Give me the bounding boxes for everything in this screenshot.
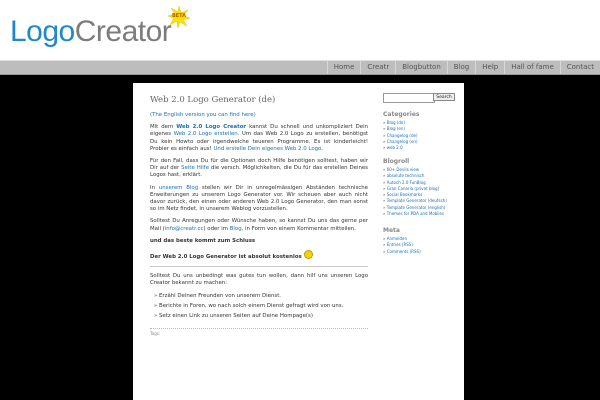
list-item: » Erzähl Deinen Freunden von unserem Dienst. bbox=[154, 293, 368, 300]
paragraph-blog bbox=[150, 185, 368, 214]
post-title[interactable]: Web 2.0 Logo Generator (de) bbox=[150, 95, 276, 105]
text: stellen wir Dir in unregelmässigen Abständen technische Erweiterungen zu unserem Logo Generator vor. Wir scheuen aber auch nicht davor zurück, den einen oder anderen Web 2.0 Logo Generator, den man sonst so im Netz findet, in unserem Weblog vorzustellen. bbox=[150, 184, 368, 213]
blogroll-list bbox=[383, 167, 459, 217]
logo[interactable] bbox=[10, 14, 171, 50]
text: Solltest Du Anregungen oder Wünsche haben, so kannst Du uns das gerne per Mail ( bbox=[150, 218, 368, 232]
unserem-blog-link[interactable]: unserem Blog bbox=[158, 184, 199, 191]
smiley-icon bbox=[304, 250, 313, 259]
meta-item[interactable]: » Entries (RSS) bbox=[383, 242, 459, 248]
nav-contact[interactable]: Contact bbox=[560, 61, 600, 74]
blogroll-item[interactable]: » Themes for PDA and Mobiles bbox=[383, 211, 459, 217]
blogroll-heading: Blogroll bbox=[383, 158, 410, 165]
blogroll-section bbox=[383, 158, 459, 217]
text: kannst Du schnell und unkompliziert Dein eigenes bbox=[150, 124, 368, 138]
meta-heading: Meta bbox=[383, 227, 400, 234]
text: die versch. Möglichkeiten, die Du für das erstellen Deines Logos hast, erklärt. bbox=[150, 165, 368, 179]
english-version-link[interactable]: (The English version you can find here) bbox=[150, 112, 256, 118]
main-content bbox=[150, 95, 368, 337]
search-input[interactable] bbox=[383, 93, 435, 103]
meta-item[interactable]: » Comments (RSS) bbox=[383, 249, 459, 255]
nav-blogbutton[interactable]: Blogbutton bbox=[395, 61, 447, 74]
text: . Um das Web 2.0 Logo zu erstellen, benötigst Du kein Howto oder irgendwelche teueren Programme. Es ist kinderleicht! Probier es einfach aus! bbox=[150, 131, 368, 152]
beta-label: BETA bbox=[171, 13, 187, 19]
email-link[interactable]: info@creatr.cc bbox=[164, 225, 204, 232]
list-item: » Berichte in Foren, wo nach solch einem Dienst gefragt wird von uns. bbox=[154, 303, 368, 310]
free-text: Der Web 2.0 Logo Generator ist absolut kostenlos bbox=[150, 254, 302, 261]
nav-blog[interactable]: Blog bbox=[447, 61, 475, 74]
blogroll-item[interactable]: » Autoch 2.0 FunBlog bbox=[383, 180, 459, 186]
nav-hall-of-fame[interactable]: Hall of fame bbox=[504, 61, 560, 74]
paragraph-help bbox=[150, 158, 368, 180]
meta-section bbox=[383, 227, 459, 255]
category-item[interactable]: » Changelog (de) bbox=[383, 133, 459, 139]
logo-part-1: Logo bbox=[10, 15, 75, 48]
meta-list bbox=[383, 236, 459, 255]
text: . bbox=[321, 145, 323, 152]
logo-part-2: Creator bbox=[74, 15, 172, 48]
support-list bbox=[154, 293, 368, 321]
paragraph-support: Solltest Du uns unbedingt was gutes tun wollen, dann hilf uns unseren Logo Creator bekannt zu machen: bbox=[150, 273, 368, 287]
category-item[interactable]: » Blog (de) bbox=[383, 120, 459, 126]
text: , in Form von einem Kommentar mitteilen. bbox=[241, 225, 356, 232]
tags-line: Tags: bbox=[150, 328, 368, 337]
blogroll-item[interactable]: » 60+ Devils view bbox=[383, 167, 459, 173]
beta-badge bbox=[168, 6, 190, 28]
text: Für den Fall, dass Du für die Optionen doch Hilfe benötigen solltest, haben wir Dir auf der bbox=[150, 158, 368, 172]
blogroll-item[interactable]: » Gran Canaria (privat blog) bbox=[383, 186, 459, 192]
categories-section bbox=[383, 111, 459, 151]
best-comes-last: und das beste kommt zum Schluss bbox=[150, 237, 256, 244]
category-item[interactable]: » web 2.0 bbox=[383, 145, 459, 151]
navbar bbox=[0, 60, 600, 75]
categories-list bbox=[383, 120, 459, 151]
free-statement bbox=[150, 250, 368, 261]
blogroll-item[interactable]: » absolute technisch bbox=[383, 173, 459, 179]
text: Mit dem bbox=[150, 124, 177, 131]
blogroll-item[interactable]: » Template Generator (english) bbox=[383, 205, 459, 211]
text: In bbox=[150, 184, 159, 191]
web20-logo-creator-link[interactable]: Web 2.0 Logo Creator bbox=[176, 124, 247, 131]
nav-help[interactable]: Help bbox=[475, 61, 504, 74]
search-button[interactable]: Search bbox=[433, 93, 455, 101]
category-item[interactable]: » Changelog (en) bbox=[383, 139, 459, 145]
divider bbox=[150, 266, 368, 267]
logo-erstellen-link[interactable]: Web 2.0 Logo erstellen bbox=[173, 131, 238, 138]
meta-item[interactable]: » Anmelden bbox=[383, 236, 459, 242]
erstelle-logo-link[interactable]: Und erstelle Dein eigenes Web 2.0 Logo bbox=[213, 145, 322, 152]
blog-link[interactable]: Blog bbox=[229, 225, 242, 232]
nav-home[interactable]: Home bbox=[327, 61, 361, 74]
content-box bbox=[133, 83, 464, 400]
paragraph-contact bbox=[150, 218, 368, 232]
blogroll-item[interactable]: » Social Bookmarks bbox=[383, 192, 459, 198]
text: ) oder im bbox=[203, 225, 230, 232]
nav-creatr[interactable]: Creatr bbox=[360, 61, 395, 74]
seite-hilfe-link[interactable]: Seite Hilfe bbox=[181, 165, 210, 172]
category-item[interactable]: » Blog (en) bbox=[383, 126, 459, 132]
paragraph-intro bbox=[150, 124, 368, 153]
site-header bbox=[0, 0, 600, 60]
nav-menu bbox=[327, 61, 600, 74]
blogroll-item[interactable]: » Template Generator (deutsch) bbox=[383, 198, 459, 204]
categories-heading: Categories bbox=[383, 111, 420, 118]
list-item: » Setz einen Link zu unseren Seiten auf Deine Hompage(s) bbox=[154, 313, 368, 320]
